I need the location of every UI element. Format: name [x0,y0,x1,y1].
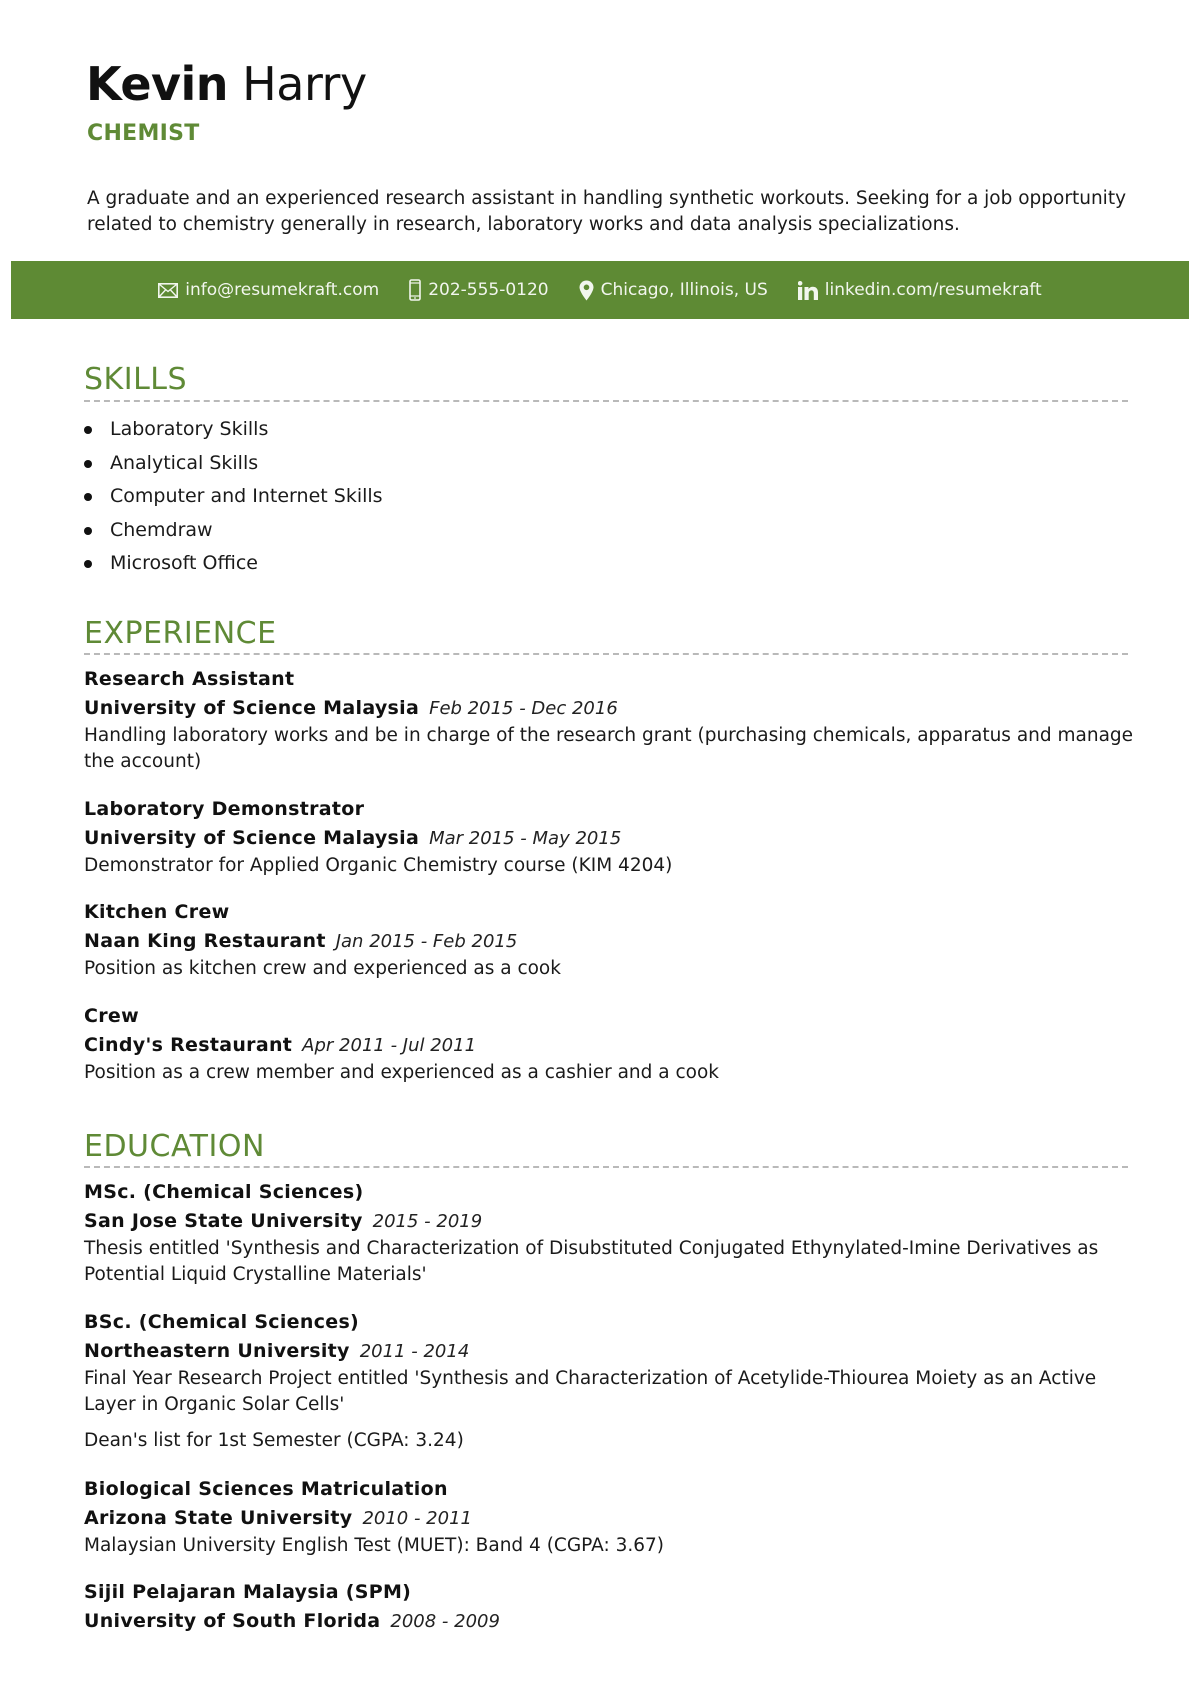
contact-bar [11,261,1189,319]
job-role: Laboratory Demonstrator [84,798,365,820]
skill-item [84,514,383,548]
school-line [84,1607,1144,1636]
org-line [84,824,1144,853]
summary: A graduate and an experienced research assistant in handling synthetic workouts. Seeking for a job opportunity related to chemistry generally in research, laboratory works and data analysis specializations. [87,188,1127,235]
education-description: Thesis entitled 'Synthesis and Characterization of Disubstituted Conjugated Ethynylated-Imine Derivatives as Potential Liquid Crystalline Materials' [84,1238,1099,1285]
bullet-icon [84,426,92,434]
education-description: Final Year Research Project entitled 'Synthesis and Characterization of Acetylide-Thiourea Moiety as an Active Layer in Organic Solar Cells' [84,1368,1097,1415]
degree: Biological Sciences Matriculation [84,1478,448,1500]
job-role: Crew [84,1005,139,1027]
school: University of South Florida [84,1610,381,1632]
candidate-name [86,56,367,112]
school-line [84,1207,1144,1236]
school: San Jose State University [84,1210,363,1232]
first-name: Kevin [86,57,229,111]
skill-item [84,480,383,514]
experience-entry [84,1002,1144,1086]
phone-icon [409,279,421,301]
job-description: Position as a crew member and experienced as a cashier and a cook [84,1062,720,1083]
experience-entry [84,665,1144,775]
school: Arizona State University [84,1507,353,1529]
linkedin-icon [798,281,818,300]
job-role: Kitchen Crew [84,901,230,923]
date-range: 2015 - 2019 [372,1211,483,1232]
date-range: 2011 - 2014 [359,1341,470,1362]
contact-linkedin[interactable] [798,280,1042,300]
job-description: Position as kitchen crew and experienced as a cook [84,958,561,979]
experience-divider [84,653,1128,655]
date-range: Feb 2015 - Dec 2016 [429,698,618,719]
education-heading: EDUCATION [84,1129,265,1164]
skill-item [84,447,383,481]
skill-label: Computer and Internet Skills [110,485,383,507]
org-line [84,927,1144,956]
job-role: Research Assistant [84,668,295,690]
skill-item [84,413,383,447]
organization: University of Science Malaysia [84,827,420,849]
contact-location [579,280,768,301]
email-text: info@resumekraft.com [185,280,380,300]
bullet-icon [84,527,92,535]
date-range: Jan 2015 - Feb 2015 [335,931,518,952]
org-line [84,694,1144,723]
organization: University of Science Malaysia [84,697,420,719]
date-range: Apr 2011 - Jul 2011 [302,1035,477,1056]
bullet-icon [84,560,92,568]
degree: Sijil Pelajaran Malaysia (SPM) [84,1581,412,1603]
job-description: Handling laboratory works and be in charge of the research grant (purchasing chemicals, apparatus and manage the account) [84,725,1134,772]
experience-entry [84,795,1144,879]
degree: BSc. (Chemical Sciences) [84,1311,360,1333]
skills-list [84,413,383,581]
school: Northeastern University [84,1340,350,1362]
date-range: 2008 - 2009 [390,1611,500,1632]
skills-heading: SKILLS [84,362,188,397]
education-entry [84,1178,1144,1288]
school-line [84,1504,1144,1533]
org-line [84,1031,1144,1060]
education-entry [84,1578,1144,1636]
education-honor: Dean's list for 1st Semester (CGPA: 3.24) [84,1430,464,1451]
school-line [84,1337,1144,1366]
job-description: Demonstrator for Applied Organic Chemistry course (KIM 4204) [84,855,673,876]
education-description: Malaysian University English Test (MUET): Band 4 (CGPA: 3.67) [84,1535,665,1556]
experience-heading: EXPERIENCE [84,616,277,651]
education-entry [84,1308,1144,1454]
experience-entry [84,898,1144,982]
skill-label: Microsoft Office [110,552,258,574]
skill-item [84,547,383,581]
envelope-icon [158,283,178,298]
date-range: Mar 2015 - May 2015 [429,828,622,849]
skill-label: Analytical Skills [110,451,259,474]
location-pin-icon [579,280,594,301]
date-range: 2010 - 2011 [362,1508,472,1529]
education-entry [84,1475,1144,1559]
organization: Naan King Restaurant [84,930,326,952]
linkedin-text: linkedin.com/resumekraft [824,280,1042,300]
contact-phone[interactable] [409,279,548,301]
contact-email[interactable] [158,280,379,300]
phone-text: 202-555-0120 [428,280,549,300]
bullet-icon [84,493,92,501]
job-title: CHEMIST [87,121,200,146]
last-name: Harry [242,57,367,111]
skill-label: Laboratory Skills [110,418,269,440]
skill-label: Chemdraw [110,518,213,541]
bullet-icon [84,460,92,468]
location-text: Chicago, Illinois, US [600,280,768,300]
organization: Cindy's Restaurant [84,1034,293,1056]
skills-divider [84,400,1128,402]
degree: MSc. (Chemical Sciences) [84,1181,364,1203]
education-divider [84,1166,1128,1168]
